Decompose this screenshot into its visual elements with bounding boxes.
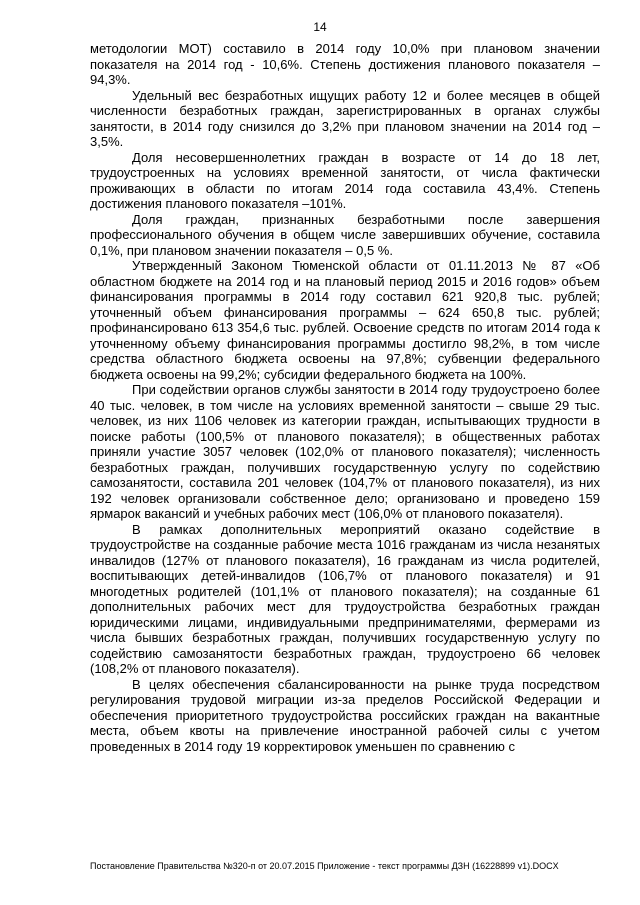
paragraph-additional-measures: В рамках дополнительных мероприятий оказано содействие в трудоустройстве на созданные рабочие места 1016 гражданам из числа незанятых инвалидов (127% от планового показателя), 16 гражданам из числа родителей, воспитывающих детей-инвалидов (106,7% от планового показателя) и 91 многодетных родителей (101,1% от планового показателя); на созданные 61 дополнительных рабочих мест для трудоустройства безработных граждан юридическими лицами, индивидуальными предпринимателями, фермерами из числа бывших безработных граждан, получивших государственную услугу по содействию самозанятости безработных граждан, трудоустроено 66 человек (108,2% от планового показателя).: [90, 521, 600, 676]
paragraph-mot-unemployment: методологии МОТ) составило в 2014 году 10,0% при плановом значении показателя на 2014 год - 10,6%. Степень достижения планового показателя – 94,3%.: [90, 41, 600, 87]
document-body: [90, 41, 600, 754]
page-footer: Постановление Правительства №320-п от 20.07.2015 Приложение - текст программы ДЗН (16228899 v1).DOCX: [90, 861, 559, 871]
paragraph-program-funding: Утвержденный Законом Тюменской области от 01.11.2013 № 87 «Об областном бюджете на 2014 год и на плановый период 2015 и 2016 годов» объем финансирования программы в 2014 году составил 621 920,8 тыс. рублей; уточненный объем финансирования программы – 624 650,8 тыс. рублей; профинансировано 613 354,6 тыс. рублей. Освоение средств по итогам 2014 года к уточненному объему финансирования программы достигло 98,2%, в том числе средства областного бюджета освоены на 97,8%; субвенции федерального бюджета освоены на 99,2%; субсидии федерального бюджета на 100%.: [90, 258, 600, 382]
paragraph-labor-migration: В целях обеспечения сбалансированности на рынке труда посредством регулирования трудовой миграции из-за пределов Российской Федерации и обеспечения приоритетного трудоустройства российских граждан на вакантные места, объем квоты на привлечение иностранной рабочей силы с учетом проведенных в 2014 году 19 корректировок уменьшен по сравнению с: [90, 676, 600, 754]
page-number: 14: [313, 20, 327, 34]
paragraph-long-term-unemployed: Удельный вес безработных ищущих работу 12 и более месяцев в общей численности безработных граждан, зарегистрированных в органах службы занятости, в 2014 году снизился до 3,2% при плановом значении на 2014 год – 3,5%.: [90, 87, 600, 149]
paragraph-minors-employment: Доля несовершеннолетних граждан в возрасте от 14 до 18 лет, трудоустроенных на условиях временной занятости, от числа фактически проживающих в области по итогам 2014 года составила 43,4%. Степень достижения планового показателя –101%.: [90, 149, 600, 211]
paragraph-employment-results: При содействии органов службы занятости в 2014 году трудоустроено более 40 тыс. человек, в том числе на условиях временной занятости – свыше 29 тыс. человек, из них 1106 человек из категории граждан, испытывающих трудности в поиске работы (100,5% от планового показателя); в общественных работах приняли участие 3057 человек (102,0% от планового показателя); численность безработных граждан, получивших государственную услугу по содействию самозанятости, составила 201 человек (104,7% от планового показателя), из них 192 человек организовали собственное дело; организовано и проведено 159 ярмарок вакансий и учебных рабочих мест (106,0% от планового показателя).: [90, 382, 600, 521]
paragraph-training-graduates: Доля граждан, признанных безработными после завершения профессионального обучения в общем числе завершивших обучение, составила 0,1%, при плановом значении показателя – 0,5 %.: [90, 211, 600, 258]
